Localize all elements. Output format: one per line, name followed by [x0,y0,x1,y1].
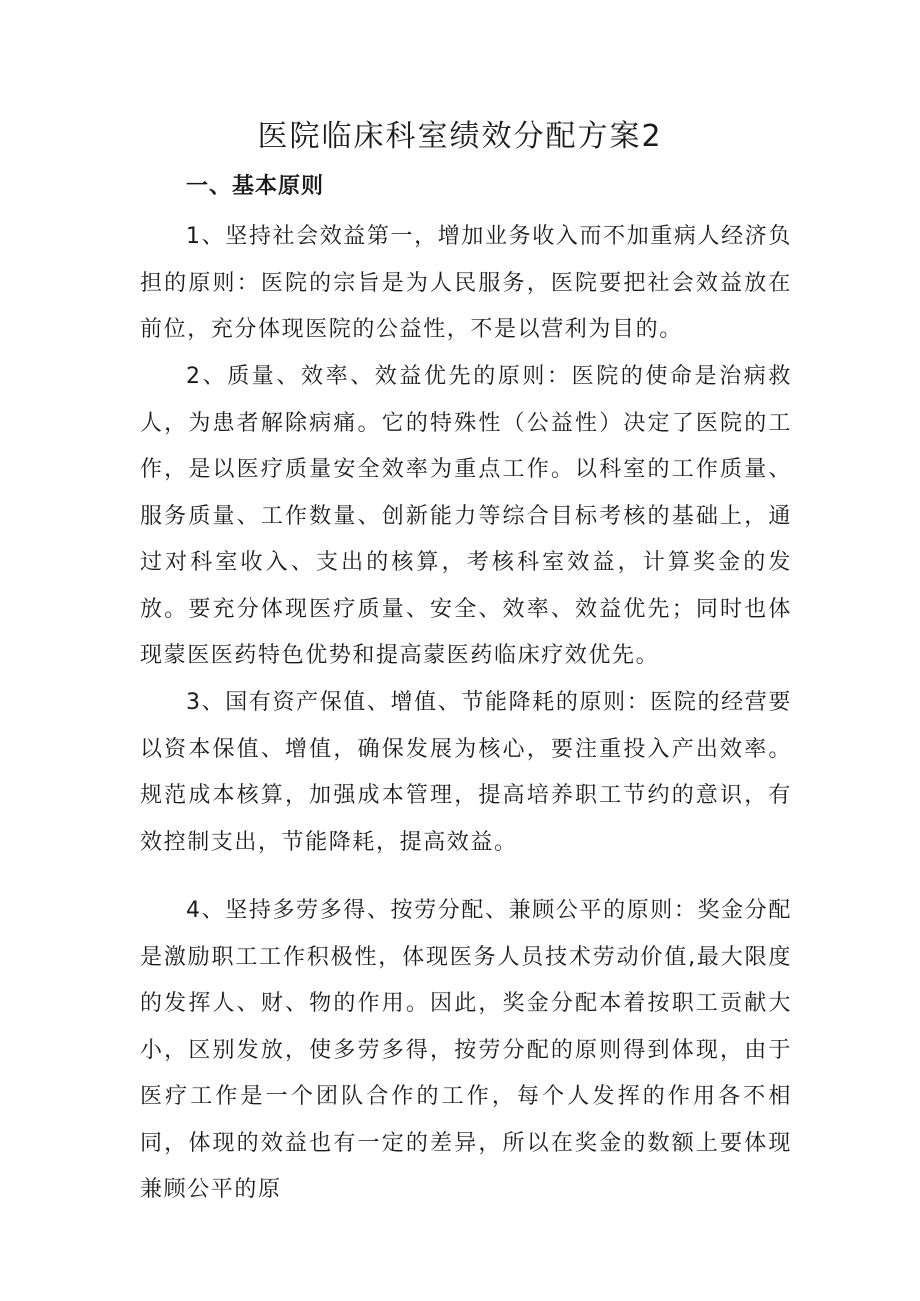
paragraph-principle-4: 4、坚持多劳多得、按劳分配、兼顾公平的原则：奖金分配是激励职工工作积极性，体现医务人员技术劳动价值,最大限度的发挥人、财、物的作用。因此，奖金分配本着按职工贡献大小，区别发放，使多劳多得，按劳分配的原则得到体现，由于医疗工作是一个团队合作的工作，每个人发挥的作用各不相同，体现的效益也有一定的差异，所以在奖金的数额上要体现兼顾公平的原 [140,898,792,1202]
section-heading: 一、基本原则 [186,174,325,199]
paragraph-principle-1: 1、坚持社会效益第一，增加业务收入而不加重病人经济负担的原则：医院的宗旨是为人民服务，医院要把社会效益放在前位，充分体现医院的公益性，不是以营利为目的。 [140,224,792,342]
paragraph-principle-2: 2、质量、效率、效益优先的原则：医院的使命是治病救人，为患者解除病痛。它的特殊性（公益性）决定了医院的工作，是以医疗质量安全效率为重点工作。以科室的工作质量、服务质量、工作数量、创新能力等综合目标考核的基础上，通过对科室收入、支出的核算，考核科室效益，计算奖金的发放。要充分体现医疗质量、安全、效率、效益优先；同时也体现蒙医医药特色优势和提高蒙医药临床疗效优先。 [140,364,792,668]
paragraph-principle-3: 3、国有资产保值、增值、节能降耗的原则：医院的经营要以资本保值、增值，确保发展为核心，要注重投入产出效率。规范成本核算，加强成本管理，提高培养职工节约的意识，有效控制支出，节能降耗，提高效益。 [140,690,792,855]
document-title: 医院临床科室绩效分配方案2 [257,119,663,154]
